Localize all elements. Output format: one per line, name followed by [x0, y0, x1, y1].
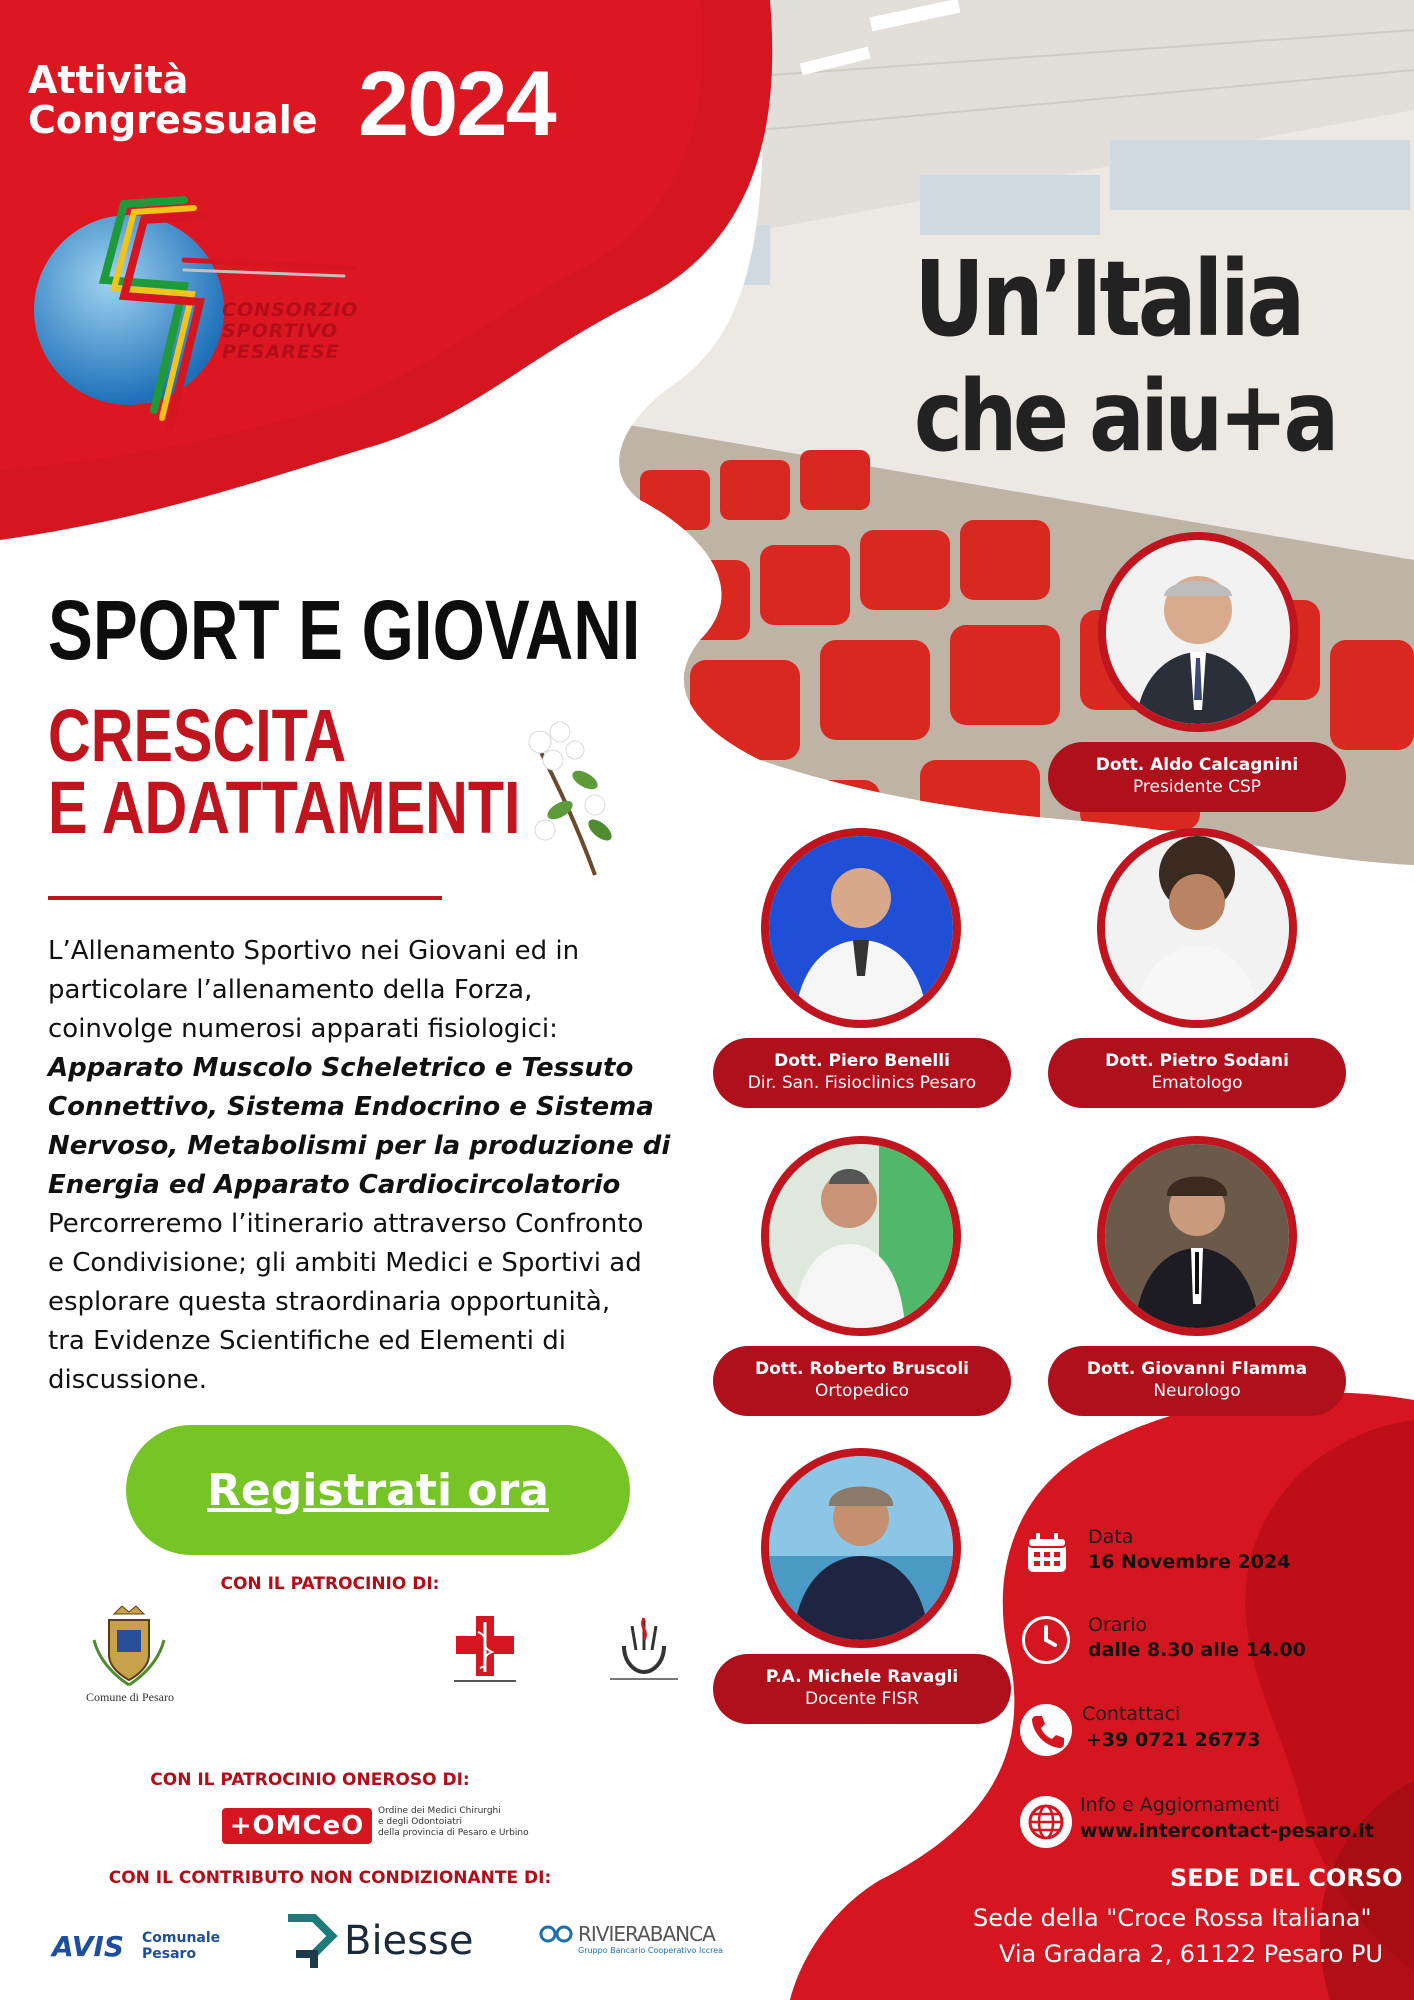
- description-highlight-line: Apparato Muscolo Scheletrico e Tessuto: [48, 1053, 634, 1083]
- speaker-portrait-calcagnini: [1098, 532, 1298, 732]
- wall-sign-line-2: [914, 360, 1335, 474]
- speaker-portrait-flamma: [1097, 1136, 1297, 1336]
- omceo-caption-line: della provincia di Pesaro e Urbino: [378, 1828, 529, 1838]
- speaker-name: Dott. Giovanni Flamma: [1086, 1359, 1308, 1379]
- speaker-name: Dott. Aldo Calcagnini: [1095, 755, 1299, 775]
- venue-address: Via Gradara 2, 61122 Pesaro PU: [999, 1940, 1383, 1968]
- speaker-role: Docente FISR: [805, 1689, 919, 1709]
- speaker-nameplate: [713, 1038, 1011, 1108]
- register-button-label: Registrati ora: [207, 1464, 549, 1516]
- description-highlight-line: Energia ed Apparato Cardiocircolatorio: [48, 1170, 621, 1200]
- web-label: Info e Aggiornamenti: [1080, 1794, 1280, 1816]
- subtitle: [48, 694, 521, 849]
- speaker-name: P.A. Michele Ravagli: [765, 1667, 959, 1687]
- description-line: e Condivisione; gli ambiti Medici e Sportivi ad: [48, 1248, 642, 1278]
- time-value: dalle 8.30 alle 14.00: [1088, 1639, 1306, 1661]
- rivierabanca-mark: [538, 1924, 576, 1944]
- paid-patronage-label: CON IL PATROCINIO ONEROSO DI:: [150, 1770, 470, 1790]
- portrait-photo: [1105, 1144, 1289, 1328]
- clock-icon: [1022, 1616, 1070, 1664]
- attivita-line-1: Attività: [28, 58, 189, 102]
- speaker-nameplate: [713, 1346, 1011, 1416]
- subtitle-line-2: E ADATTAMENTI: [48, 766, 521, 849]
- biesse-mark: [284, 1914, 338, 1970]
- speaker-nameplate: [1048, 742, 1346, 812]
- description-line: particolare l’allenamento della Forza,: [48, 975, 533, 1005]
- speaker-name: Dott. Pietro Sodani: [1105, 1051, 1289, 1071]
- contact-phone[interactable]: +39 0721 26773: [1086, 1729, 1261, 1751]
- website-link[interactable]: www.intercontact-pesaro.it: [1080, 1820, 1374, 1842]
- speaker-role: Ematologo: [1151, 1073, 1243, 1093]
- description-highlight-line: Connettivo, Sistema Endocrino e Sistema: [48, 1092, 654, 1122]
- speaker-portrait-ravagli: [761, 1448, 961, 1648]
- date-value: 16 Novembre 2024: [1088, 1551, 1291, 1573]
- subtitle-line-1: CRESCITA: [48, 694, 347, 777]
- sponsor-label: CON IL CONTRIBUTO NON CONDIZIONANTE DI:: [108, 1868, 552, 1888]
- description-line: tra Evidenze Scientifiche ed Elementi di: [48, 1326, 566, 1356]
- avis-subtitle: [142, 1930, 220, 1962]
- logo-wordmark: [222, 300, 358, 363]
- description-line: L’Allenamento Sportivo nei Giovani ed in: [48, 936, 580, 966]
- logo-line-1: CONSORZIO: [222, 299, 359, 321]
- portrait-photo: [1105, 836, 1289, 1020]
- portrait-photo: [769, 1456, 953, 1640]
- speaker-portrait-benelli: [761, 828, 961, 1028]
- avis-subtitle-line: Comunale: [142, 1930, 221, 1946]
- speaker-nameplate: [713, 1654, 1011, 1724]
- rivierabanca-wordmark: RIVIERABANCA: [578, 1922, 715, 1946]
- speaker-nameplate: [1048, 1346, 1346, 1416]
- medical-cross-logo: [454, 1614, 516, 1684]
- speaker-name: Dott. Roberto Bruscoli: [755, 1359, 969, 1379]
- phone-icon[interactable]: [1020, 1704, 1072, 1756]
- speaker-role: Neurologo: [1153, 1381, 1241, 1401]
- speaker-portrait-bruscoli: [761, 1136, 961, 1336]
- speaker-portrait-sodani: [1097, 828, 1297, 1028]
- description-line: esplorare questa straordinaria opportunità,: [48, 1287, 611, 1317]
- omceo-caption-line: Ordine dei Medici Chirurghi: [378, 1806, 501, 1816]
- speaker-role: Ortopedico: [815, 1381, 909, 1401]
- speaker-nameplate: [1048, 1038, 1346, 1108]
- register-button[interactable]: [126, 1425, 630, 1555]
- event-description: [48, 932, 716, 1400]
- patronage-label: CON IL PATROCINIO DI:: [220, 1574, 440, 1594]
- omceo-caption: [378, 1806, 529, 1839]
- rivierabanca-caption: Gruppo Bancario Cooperativo Iccrea: [578, 1946, 724, 1955]
- venue-name: Sede della "Croce Rossa Italiana": [973, 1904, 1372, 1932]
- description-line: discussione.: [48, 1365, 208, 1395]
- wall-sign-line-2-text: che aiu+a: [914, 360, 1335, 474]
- venue-title: SEDE DEL CORSO: [1170, 1864, 1403, 1892]
- title-divider: [48, 896, 442, 900]
- calendar-icon: [1022, 1528, 1072, 1578]
- event-year: 2024: [358, 53, 555, 155]
- date-label: Data: [1088, 1526, 1134, 1548]
- blossom-illustration: [515, 720, 625, 880]
- avis-logo: AVIS: [52, 1930, 125, 1963]
- attivita-line-2: Congressuale: [28, 98, 318, 142]
- main-title: SPORT E GIOVANI: [48, 583, 641, 677]
- comune-pesaro-crest: [84, 1600, 174, 1690]
- portrait-photo: [769, 836, 953, 1020]
- biesse-wordmark: Biesse: [344, 1918, 474, 1964]
- description-line: Percorreremo l’itinerario attraverso Confronto: [48, 1209, 644, 1239]
- logo-line-2: SPORTIVO: [222, 320, 339, 342]
- contact-label: Contattaci: [1082, 1703, 1181, 1725]
- speaker-name: Dott. Piero Benelli: [774, 1051, 950, 1071]
- globe-icon: [1020, 1796, 1072, 1848]
- avis-subtitle-line: Pesaro: [142, 1946, 197, 1962]
- portrait-photo: [769, 1144, 953, 1328]
- omceo-logo: +OMCeO: [222, 1808, 372, 1844]
- comune-pesaro-caption: Comune di Pesaro: [86, 1690, 174, 1704]
- wall-sign-line-1: Un’Italia: [914, 238, 1303, 360]
- speaker-role: Dir. San. Fisioclinics Pesaro: [747, 1073, 977, 1093]
- time-label: Orario: [1088, 1614, 1148, 1636]
- description-line: coinvolge numerosi apparati fisiologici:: [48, 1014, 558, 1044]
- professional-order-logo: [606, 1616, 682, 1686]
- speaker-role: Presidente CSP: [1132, 777, 1262, 797]
- description-highlight-line: Nervoso, Metabolismi per la produzione di: [48, 1131, 671, 1161]
- event-series-label: [28, 60, 318, 140]
- logo-line-3: PESARESE: [222, 341, 340, 363]
- omceo-caption-line: e degli Odontoiatri: [378, 1817, 463, 1827]
- portrait-photo: [1106, 540, 1290, 724]
